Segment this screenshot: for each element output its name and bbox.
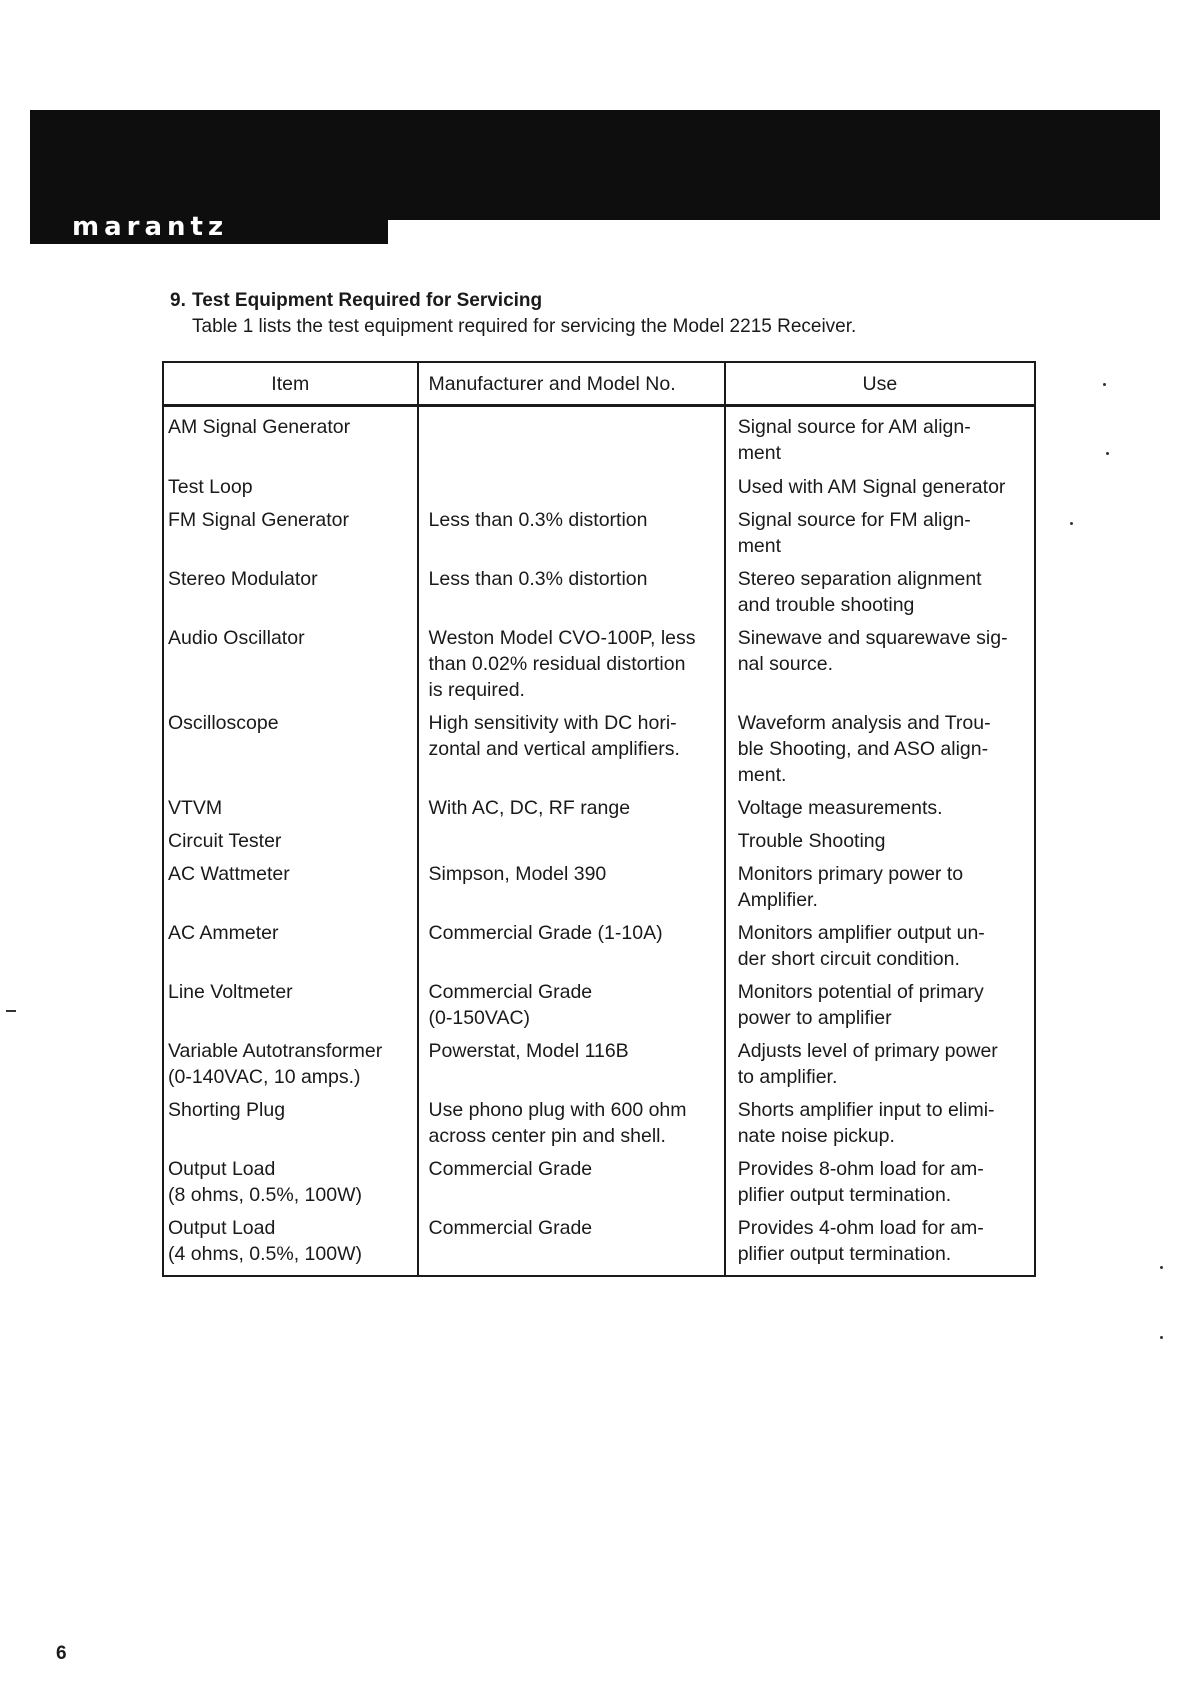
table-row (163, 406, 1035, 467)
cell-line: Oscilloscope (168, 711, 279, 734)
cell-line: Shorting Plug (168, 1098, 286, 1121)
cell-line: Commercial Grade (428, 1216, 593, 1239)
table-row (163, 854, 1035, 913)
table-row (163, 821, 1035, 854)
cell-use (725, 406, 1035, 467)
cell-line: Stereo separation alignment (737, 567, 982, 590)
cell-manufacturer (418, 1208, 725, 1276)
cell-line: Weston Model CVO-100P, less (428, 626, 696, 649)
cell-line: Signal source for AM align- (737, 416, 971, 438)
cell-line: AC Wattmeter (168, 862, 290, 885)
cell-manufacturer (418, 559, 725, 618)
cell-line: Less than 0.3% distortion (428, 567, 648, 590)
cell-use (725, 788, 1035, 821)
cell-line: plifier output termination. (737, 1183, 952, 1206)
cell-line: Use phono plug with 600 ohm (428, 1098, 687, 1121)
brand-logo: marantz (72, 212, 229, 242)
scan-speck (1103, 383, 1106, 386)
cell-line: Stereo Modulator (168, 567, 318, 590)
table-row (163, 1090, 1035, 1149)
cell-line: Voltage measurements. (737, 796, 943, 819)
cell-item (163, 406, 418, 467)
cell-line: With AC, DC, RF range (428, 796, 631, 819)
cell-line: Output Load (168, 1216, 276, 1239)
cell-line: Test Loop (168, 475, 253, 498)
cell-line: across center pin and shell. (428, 1124, 666, 1147)
cell-line: is required. (428, 678, 525, 701)
cell-line: VTVM (168, 796, 223, 819)
cell-line: ment. (737, 763, 787, 786)
cell-line: AM Signal Generator (168, 416, 351, 438)
cell-manufacturer (418, 406, 725, 467)
cell-line: ment (737, 534, 782, 557)
cell-line: ment (737, 442, 782, 464)
section-intro: Table 1 lists the test equipment required for servicing the Model 2215 Receiver. (192, 316, 857, 337)
section-number: 9. (170, 290, 186, 311)
cell-line: ble Shooting, and ASO align- (737, 737, 989, 760)
cell-manufacturer (418, 821, 725, 854)
cell-line: Signal source for FM align- (737, 508, 971, 531)
cell-line: Provides 8-ohm load for am- (737, 1157, 984, 1180)
cell-line: Amplifier. (737, 888, 818, 911)
cell-line: Simpson, Model 390 (428, 862, 607, 885)
cell-item (163, 788, 418, 821)
section-title: Test Equipment Required for Servicing (192, 290, 543, 311)
cell-line: (0-150VAC) (428, 1006, 531, 1029)
cell-item (163, 1208, 418, 1276)
header-banner (30, 110, 1160, 220)
cell-manufacturer (418, 854, 725, 913)
cell-line: Monitors potential of primary (737, 980, 984, 1003)
cell-item (163, 972, 418, 1031)
cell-line: AC Ammeter (168, 921, 279, 944)
cell-line: Shorts amplifier input to elimi- (737, 1098, 995, 1121)
cell-item (163, 1031, 418, 1090)
cell-line: Monitors primary power to (737, 862, 964, 885)
cell-manufacturer (418, 500, 725, 559)
cell-line: (0-140VAC, 10 amps.) (168, 1065, 361, 1088)
cell-manufacturer (418, 1149, 725, 1208)
cell-line: Monitors amplifier output un- (737, 921, 985, 944)
cell-line: Powerstat, Model 116B (428, 1039, 629, 1062)
cell-line: plifier output termination. (737, 1242, 952, 1265)
table-row (163, 1149, 1035, 1208)
cell-line: than 0.02% residual distortion (428, 652, 686, 675)
table-row (163, 500, 1035, 559)
cell-use (725, 854, 1035, 913)
cell-line: (4 ohms, 0.5%, 100W) (168, 1242, 362, 1265)
cell-manufacturer (418, 972, 725, 1031)
cell-item (163, 1090, 418, 1149)
table-header-row (163, 362, 1035, 406)
cell-line: Variable Autotransformer (168, 1039, 383, 1062)
scan-speck (1106, 452, 1109, 455)
cell-line: Less than 0.3% distortion (428, 508, 648, 531)
cell-line: Circuit Tester (168, 829, 282, 852)
cell-use (725, 1208, 1035, 1276)
cell-line: Waveform analysis and Trou- (737, 711, 991, 734)
cell-item (163, 618, 418, 703)
cell-line: Sinewave and squarewave sig- (737, 626, 1008, 649)
cell-line: der short circuit condition. (737, 947, 960, 970)
cell-line: Trouble Shooting (737, 829, 886, 852)
cell-line: Commercial Grade (428, 980, 593, 1003)
table-row (163, 1031, 1035, 1090)
cell-item (163, 703, 418, 788)
cell-use (725, 1149, 1035, 1208)
cell-item (163, 1149, 418, 1208)
cell-use (725, 467, 1035, 500)
cell-item (163, 821, 418, 854)
cell-line: (8 ohms, 0.5%, 100W) (168, 1183, 362, 1206)
table-row (163, 703, 1035, 788)
cell-use (725, 500, 1035, 559)
cell-item (163, 467, 418, 500)
cell-line: nate noise pickup. (737, 1124, 895, 1147)
header-manufacturer: Manufacturer and Model No. (418, 362, 725, 406)
cell-line: power to amplifier (737, 1006, 892, 1029)
cell-line: High sensitivity with DC hori- (428, 711, 677, 734)
cell-use (725, 1031, 1035, 1090)
cell-line: Line Voltmeter (168, 980, 293, 1003)
table-row (163, 972, 1035, 1031)
scan-speck (1160, 1266, 1163, 1269)
page-number: 6 (56, 1643, 67, 1664)
table-row (163, 1208, 1035, 1276)
table-row (163, 467, 1035, 500)
cell-line: and trouble shooting (737, 593, 915, 616)
table-row (163, 559, 1035, 618)
table-row (163, 788, 1035, 821)
cell-use (725, 703, 1035, 788)
cell-use (725, 1090, 1035, 1149)
cell-line: FM Signal Generator (168, 508, 349, 531)
cell-line: Output Load (168, 1157, 276, 1180)
cell-line: Provides 4-ohm load for am- (737, 1216, 984, 1239)
header-item: Item (163, 362, 418, 406)
cell-manufacturer (418, 703, 725, 788)
header-use: Use (725, 362, 1035, 406)
cell-manufacturer (418, 618, 725, 703)
cell-manufacturer (418, 467, 725, 500)
cell-manufacturer (418, 1090, 725, 1149)
header-banner-notch (388, 220, 1160, 240)
table-body (163, 406, 1035, 1276)
cell-item (163, 913, 418, 972)
cell-use (725, 972, 1035, 1031)
cell-line: to amplifier. (737, 1065, 838, 1088)
cell-line: nal source. (737, 652, 834, 675)
cell-manufacturer (418, 1031, 725, 1090)
cell-item (163, 854, 418, 913)
scan-mark (6, 1010, 16, 1012)
cell-item (163, 559, 418, 618)
cell-line: Commercial Grade (1-10A) (428, 921, 663, 944)
cell-use (725, 821, 1035, 854)
cell-manufacturer (418, 913, 725, 972)
test-equipment-table (162, 361, 1036, 1277)
scan-speck (1070, 522, 1073, 525)
section-heading (170, 288, 1070, 340)
cell-use (725, 913, 1035, 972)
table-row (163, 618, 1035, 703)
cell-line: Adjusts level of primary power (737, 1039, 998, 1062)
cell-line: Audio Oscillator (168, 626, 305, 649)
cell-line: Used with AM Signal generator (737, 475, 1006, 498)
cell-item (163, 500, 418, 559)
table-row (163, 913, 1035, 972)
cell-manufacturer (418, 788, 725, 821)
section-title-line (170, 288, 1070, 314)
cell-line: zontal and vertical amplifiers. (428, 737, 680, 760)
cell-line: Commercial Grade (428, 1157, 593, 1180)
cell-use (725, 618, 1035, 703)
cell-use (725, 559, 1035, 618)
scan-speck (1160, 1336, 1163, 1339)
